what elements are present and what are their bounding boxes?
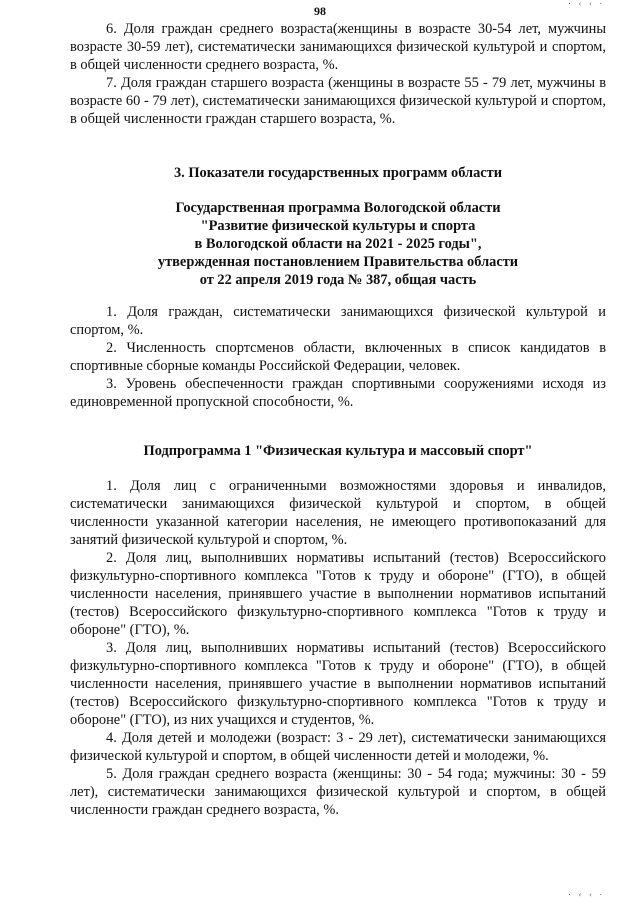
program-indicator-list <box>70 303 606 411</box>
subprogram-indicator-list <box>70 477 606 819</box>
top-indicator-list <box>70 20 606 128</box>
indicator-item: 1. Доля граждан, систематически занимающихся физической культурой и спортом, %. <box>70 304 606 338</box>
indicator-item: 4. Доля детей и молодежи (возраст: 3 - 29 лет), систематически занимающихся физической культурой и спортом, в общей численности детей и молодежи, %. <box>70 730 606 764</box>
scan-mark-top: · ‹ ‹ · <box>567 0 604 8</box>
program-title-line: от 22 апреля 2019 года № 387, общая часть <box>199 272 477 288</box>
section-heading: 3. Показатели государственных программ области <box>173 165 503 181</box>
indicator-item: 7. Доля граждан старшего возраста (женщины в возрасте 55 - 79 лет, мужчины в возрасте 60 - 79 лет), систематически занимающихся физической культурой и спортом, в общей численности граждан старшего возраста, %. <box>70 75 606 127</box>
program-title-line: "Развитие физической культуры и спорта <box>200 218 476 234</box>
indicator-item: 2. Численность спортсменов области, включенных в список кандидатов в спортивные сборные команды Российской Федерации, человек. <box>70 340 606 374</box>
scan-mark-bottom: · ‹ ‹ · <box>567 891 604 899</box>
program-title-line: в Вологодской области на 2021 - 2025 годы", <box>194 236 482 252</box>
program-title-line: утвержденная постановлением Правительства области <box>157 254 519 270</box>
page-number: 98 <box>314 4 326 18</box>
indicator-item: 1. Доля лиц с ограниченными возможностями здоровья и инвалидов, систематически занимающихся физической культурой и спортом, в общей численности указанной категории населения, не имеющего противопоказаний для занятий физической культурой и спортом, %. <box>70 478 606 548</box>
indicator-item: 3. Уровень обеспеченности граждан спортивными сооружениями исходя из единовременной пропускной способности, %. <box>70 376 606 410</box>
indicator-item: 5. Доля граждан среднего возраста (женщины: 30 - 54 года; мужчины: 30 - 59 лет), систематически занимающихся физической культурой и спортом, в общей численности граждан среднего возраста, %. <box>70 766 606 818</box>
indicator-item: 3. Доля лиц, выполнивших нормативы испытаний (тестов) Всероссийского физкультурно-спортивного комплекса "Готов к труду и обороне" (ГТО), в общей численности населения, принявшего участие в выполнении нормативов испытаний (тестов) Всероссийского физкультурно-спортивного комплекса "Готов к труду и обороне" (ГТО), из них учащихся и студентов, %. <box>70 640 606 728</box>
indicator-item: 2. Доля лиц, выполнивших нормативы испытаний (тестов) Всероссийского физкультурно-спортивного комплекса "Готов к труду и обороне" (ГТО), в общей численности населения, принявшего участие в выполнении нормативов испытаний (тестов) Всероссийского физкультурно-спортивного комплекса "Готов к труду и обороне" (ГТО), %. <box>70 550 606 638</box>
indicator-item: 6. Доля граждан среднего возраста(женщины в возрасте 30-54 лет, мужчины возрасте 30-59 лет), систематически занимающихся физической культурой и спортом, в общей численности среднего возраста, %. <box>70 21 606 73</box>
program-title-line: Государственная программа Вологодской области <box>175 200 501 216</box>
program-title <box>70 199 606 289</box>
subprogram-heading: Подпрограмма 1 "Физическая культура и массовый спорт" <box>143 443 533 459</box>
